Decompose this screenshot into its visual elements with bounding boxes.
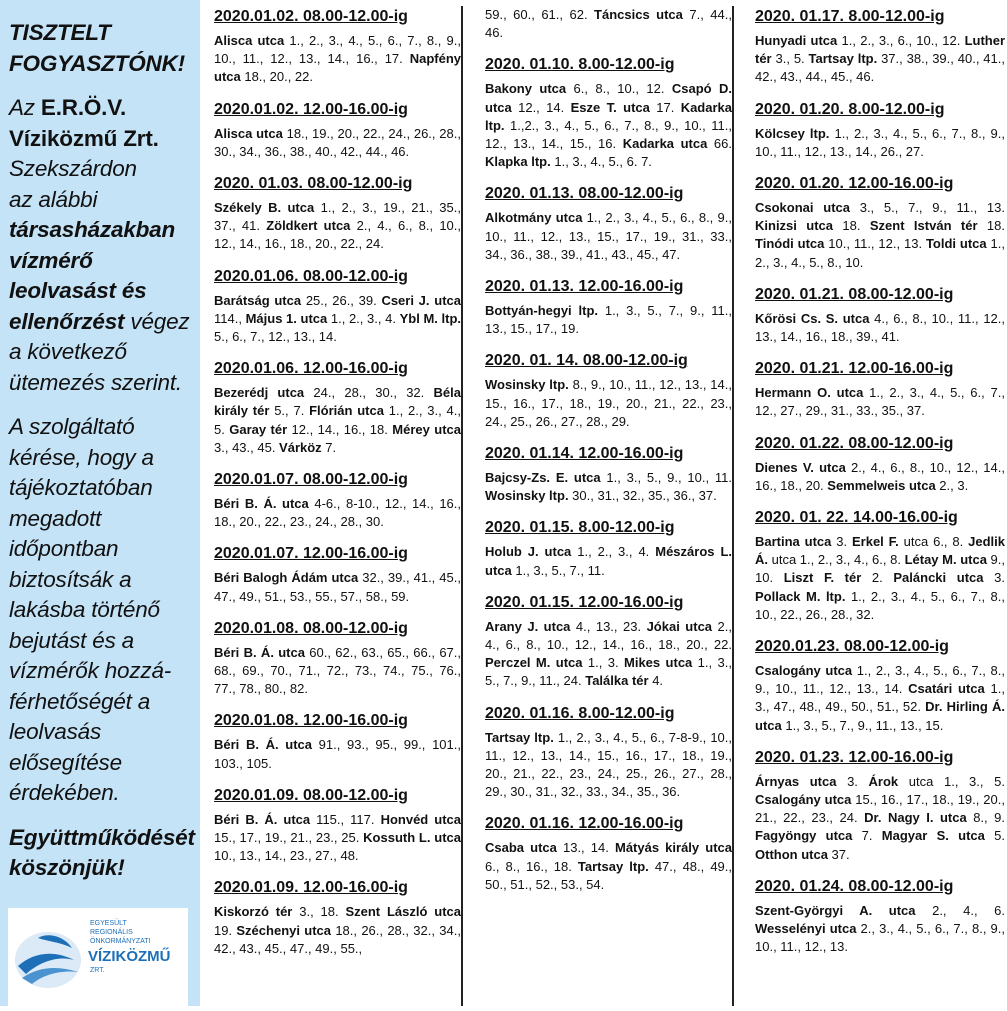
street-name: Hermann O. utca (755, 385, 864, 401)
street-name: Csalogány utca (755, 663, 853, 679)
schedule-addresses (755, 902, 1005, 957)
company-name-2: Víziközmű Zrt. (9, 125, 159, 151)
house-numbers: 15., 17., 19., 21., 23., 25. (214, 830, 364, 846)
street-name: Kőrösi Cs. S. utca (755, 310, 870, 326)
schedule-date-time: 2020.01.07. 08.00-12.00-ig (214, 471, 408, 489)
street-name: Várköz (279, 439, 322, 455)
intro-b: Szekszárdon (9, 156, 137, 181)
request-line: időpontban (9, 536, 119, 561)
street-name: Fagyöngy utca (755, 828, 853, 844)
house-numbers: 18. (977, 218, 1005, 234)
street-name: Széchenyi utca (236, 922, 332, 938)
house-numbers: utca 1., 3., 5. (898, 773, 1005, 789)
schedule-column-1 (214, 6, 463, 1006)
intro-g2: végez (124, 308, 190, 334)
street-name: Perczel M. utca (485, 655, 583, 671)
street-name: Béri B. Á. utca (214, 644, 305, 660)
street-name: Kossuth L. utca (363, 830, 461, 846)
street-name: Toldi utca (925, 236, 987, 252)
house-numbers: 37. (827, 846, 850, 862)
street-name: Bajcsy-Zs. E. utca (485, 470, 601, 486)
street-name: Kinizsi utca (755, 218, 834, 234)
schedule-entry (755, 358, 1005, 420)
schedule-entry (214, 710, 461, 772)
street-name: Kiskorzó tér (214, 904, 293, 920)
house-numbers: 18., 26., 28., 32., 34., 42., 43., 45., 47., 49., 55., (214, 922, 461, 956)
house-numbers: 18., 20., 22. (240, 69, 314, 85)
company-name: E.R.Ö.V. (40, 95, 127, 120)
house-numbers: 2., 4., 6., 8., 10., 12., 14., 16., 18., 20. (755, 459, 1005, 493)
house-numbers: 59., 60., 61., 62. (485, 7, 595, 22)
house-numbers: 1., 2., 3., 4. (327, 310, 400, 326)
house-numbers: 32., 39., 41., 45., 47., 49., 51., 53., 55., 57., 58., 59. (214, 570, 461, 604)
schedule-addresses (755, 384, 1005, 420)
schedule-date-time: 2020.01.08. 12.00-16.00-ig (214, 712, 408, 730)
greeting (9, 18, 192, 79)
street-name: Luther tér (755, 33, 1005, 67)
house-numbers: 3., 18. (292, 904, 346, 920)
house-numbers: 1., 2., 3., 19., 21., 35., 37., 41. (214, 200, 461, 234)
schedule-entry (214, 543, 461, 605)
schedule-date-time: 2020. 01.16. 12.00-16.00-ig (485, 815, 684, 833)
schedule-addresses (485, 376, 732, 431)
street-name: Pollack M. ltp. (755, 588, 846, 604)
street-name: Klapka ltp. (485, 154, 551, 170)
request-paragraph (9, 412, 192, 809)
request-line: érdekében. (9, 780, 120, 805)
schedule-entry (485, 813, 732, 894)
request-line: vízmérők hozzá- (9, 658, 172, 683)
house-numbers: 5., 6., 7., 12., 13., 14. (214, 329, 337, 345)
house-numbers: 7. (321, 439, 337, 455)
schedule-entry (485, 443, 732, 505)
house-numbers: 18. (833, 218, 870, 234)
house-numbers: 66. (707, 136, 732, 152)
request-line: férhetőségét a (9, 688, 151, 714)
request-line: kérése, hogy a (9, 444, 154, 470)
street-name: Bottyán-hegyi ltp. (485, 303, 598, 319)
house-numbers: 114., (214, 310, 246, 326)
schedule-date-time: 2020. 01.10. 8.00-12.00-ig (485, 56, 675, 74)
house-numbers: 6., 8., 10., 12. (566, 81, 672, 97)
street-name: Ybl M. ltp. (399, 310, 462, 326)
schedule-entry (755, 876, 1005, 957)
street-name: Dienes V. utca (755, 459, 846, 475)
schedule-date-time: 2020.01.02. 08.00-12.00-ig (214, 8, 408, 25)
schedule-entry (214, 358, 461, 457)
schedule-addresses (755, 125, 1005, 161)
house-numbers: 2., 4., 6., 8., 10., 12., 14., 16., 18., 20., 22. (485, 618, 732, 653)
schedule-entry (485, 276, 732, 338)
schedule-addresses (485, 618, 732, 691)
street-name: Hunyadi utca (755, 33, 838, 48)
house-numbers: 5. (984, 828, 1005, 844)
schedule-entry (214, 173, 461, 254)
house-numbers: 4-6., 8-10., 12., 14., 16., 18., 20., 22., 23., 24., 28., 30. (214, 496, 461, 530)
street-name: Wosinsky ltp. (485, 488, 569, 504)
street-name: Alkotmány utca (485, 210, 583, 226)
street-name: Béri Balogh Ádám utca (214, 570, 359, 586)
house-numbers: 1., 2., 3., 4., 5., 8., 10. (755, 236, 1005, 270)
house-numbers: 2., 4., 6. (915, 902, 1005, 918)
street-name: Bakony utca (485, 81, 567, 97)
house-numbers: 1., 2., 3., 4., 5., 6., 7., 12., 27., 29., 31., 33., 35., 37. (755, 385, 1005, 419)
street-name: Tartsay ltp. (808, 51, 878, 67)
schedule-date-time: 2020. 01.15. 12.00-16.00-ig (485, 593, 684, 611)
house-numbers: 1., 3., 5., 7., 9., 11., 13., 15. (781, 717, 944, 733)
intro-a: Az (9, 95, 41, 120)
schedule-addresses (755, 773, 1005, 864)
house-numbers: 7. (852, 828, 882, 844)
house-numbers: 3., 5. (771, 51, 809, 67)
schedule-entry (485, 183, 732, 264)
street-name: Árnyas utca (755, 773, 837, 789)
street-name: Magyar S. utca (881, 828, 985, 844)
schedule-entry (214, 6, 461, 87)
street-name: Semmelweis utca (827, 477, 936, 493)
schedule-date-time: 2020. 01.16. 8.00-12.00-ig (485, 704, 675, 722)
schedule-entry (214, 99, 461, 161)
schedule-addresses (755, 459, 1005, 495)
street-name: Béla király tér (214, 385, 461, 419)
continued-entry (485, 6, 732, 42)
schedule-addresses (485, 209, 732, 264)
house-numbers: 4., 6., 8., 10., 11., 12., 13., 14., 16., 18., 39., 41. (755, 310, 1005, 345)
thanks-line-1: Együttműködését (9, 824, 195, 850)
schedule-addresses (485, 80, 732, 171)
street-name: Táncsics utca (594, 7, 683, 22)
street-name: Flórián utca (309, 403, 384, 419)
schedule-addresses (755, 533, 1005, 624)
street-name: Béri B. Á. utca (214, 496, 309, 512)
request-line: elősegítése (9, 749, 122, 775)
house-numbers: 1., 2., 3., 4., 5., 6., 7., 8., 10., 22., 26., 28., 32. (755, 588, 1005, 622)
street-name: Jókai utca (646, 618, 713, 634)
street-name: Dr. Nagy I. utca (864, 810, 967, 826)
house-numbers: 15., 16., 17., 18., 19., 20., 21., 22., 23., 24. (755, 792, 1005, 826)
street-name: Székely B. utca (214, 200, 315, 216)
street-name: Szent László utca (345, 904, 461, 920)
street-name: Szent István tér (869, 218, 978, 234)
request-line: tájékoztatóban (9, 475, 153, 500)
request-line: biztosítsák a (9, 566, 132, 592)
street-name: Barátság utca (214, 292, 302, 308)
schedule-addresses (485, 729, 732, 802)
street-name: Kölcsey ltp. (755, 125, 830, 141)
vizikozmu-logo (8, 908, 188, 1006)
street-name: Tartsay ltp. (577, 858, 649, 874)
schedule-addresses (214, 569, 461, 605)
house-numbers: 5., 7. (269, 403, 310, 419)
schedule-addresses (214, 495, 461, 531)
schedule-addresses (214, 125, 461, 161)
house-numbers: 30., 31., 32., 35., 36., 37. (568, 488, 717, 504)
house-numbers: 10., 11., 12., 13. (824, 236, 926, 252)
house-numbers: 4. (648, 673, 664, 689)
request-line: bejutást és a (9, 627, 134, 653)
house-numbers: 6., 8., 16., 18. (485, 858, 578, 874)
street-name: Cseri J. utca (381, 292, 461, 308)
street-name: Találka tér (585, 673, 649, 689)
schedule-date-time: 2020.01.02. 12.00-16.00-ig (214, 100, 408, 118)
street-name: Wosinsky ltp. (485, 377, 569, 393)
logo-brand: VÍZIKÖZMŰ (88, 948, 171, 965)
schedule-entry (755, 284, 1005, 346)
house-numbers: 9., 10. (755, 552, 1005, 586)
house-numbers: 17. (649, 99, 681, 115)
schedule-date-time: 2020.01.06. 12.00-16.00-ig (214, 360, 408, 378)
intro-c: az alábbi (9, 186, 98, 212)
street-name: Jedlik Á. (755, 534, 1005, 568)
schedule-date-time: 2020. 01.15. 8.00-12.00-ig (485, 519, 675, 537)
street-name: Csapó D. utca (485, 81, 732, 115)
schedule-entry (755, 173, 1005, 272)
schedule-addresses (214, 32, 461, 87)
schedule-date-time: 2020. 01.13. 08.00-12.00-ig (485, 185, 684, 203)
request-line: leolvasás (9, 719, 102, 744)
street-name: Mérey utca (392, 421, 461, 437)
schedule-date-time: 2020. 01.24. 08.00-12.00-ig (755, 877, 954, 895)
schedule-date-time: 2020. 01.03. 08.00-12.00-ig (214, 175, 413, 193)
house-numbers: 4., 13., 23. (570, 618, 647, 634)
schedule-addresses (214, 903, 461, 958)
street-name: Tartsay ltp. (485, 729, 554, 745)
house-numbers: 1., 2., 3., 4., 5., 6., 7., 8., 9., 10., 11., 12., 13., 14., 26., 27. (755, 125, 1005, 159)
house-numbers: 1., 2., 3., 4., 5. (214, 403, 462, 437)
schedule-entry (485, 592, 732, 691)
schedule-entry (485, 350, 732, 431)
schedule-entry (214, 785, 461, 866)
house-numbers: 13., 14. (556, 840, 615, 856)
schedule-date-time: 2020.01.09. 12.00-16.00-ig (214, 879, 408, 897)
schedule-date-time: 2020. 01. 22. 14.00-16.00-ig (755, 509, 958, 527)
house-numbers: 3., 5., 7., 9., 11., 13. (849, 200, 1005, 216)
house-numbers: 1., 3., 5., 9., 10., 11. (600, 470, 732, 486)
schedule-addresses (485, 469, 732, 505)
schedule-entry (485, 703, 732, 802)
street-name: Kadarka utca (622, 136, 708, 152)
thanks (9, 823, 195, 884)
intro-e: vízmérő (9, 247, 93, 273)
street-name: Kadarka ltp. (485, 99, 732, 133)
sidebar-notice (0, 0, 200, 1006)
request-line: lakásba történő (9, 597, 160, 622)
street-name: Tinódi utca (755, 236, 825, 252)
greeting-line-2: FOGYASZTÓNK! (9, 50, 185, 76)
house-numbers: 12., 14., 16., 18. (287, 421, 393, 437)
request-line: A szolgáltató (9, 414, 135, 439)
schedule-addresses (214, 199, 461, 254)
schedule-date-time: 2020. 01.17. 8.00-12.00-ig (755, 8, 945, 25)
house-numbers: 3., 43., 45. (214, 439, 280, 455)
intro-h: a következő (9, 339, 127, 364)
house-numbers: 12., 14. (511, 99, 571, 115)
schedule-entry (755, 6, 1005, 87)
schedule-entry (755, 433, 1005, 495)
house-numbers: 115., 117. (310, 811, 381, 827)
schedule-entry (485, 54, 732, 171)
street-name: Csalogány utca (755, 792, 852, 808)
house-numbers: 1., 2., 3., 4. (571, 544, 656, 560)
house-numbers: 8., 9., 10., 11., 12., 13., 14., 15., 16., 17., 18., 19., 20., 21., 22., 23., 24., 25., 26., 27., 28., 29. (485, 377, 732, 429)
house-numbers: 1., 2., 3., 4., 5., 6., 7., 8., 9., 10., 11., 12., 13., 14. (755, 663, 1005, 697)
schedule-entry (214, 618, 461, 699)
intro-paragraph (9, 93, 192, 398)
house-numbers: 2., 3., 4., 5., 6., 7., 8., 9., 10., 11., 12., 13. (755, 921, 1005, 955)
house-numbers: 18., 19., 20., 22., 24., 26., 28., 30., 34., 36., 38., 40., 42., 44., 46. (214, 125, 461, 159)
schedule-entry (214, 266, 461, 347)
street-name: Béri B. Á. utca (214, 811, 311, 827)
house-numbers: utca 6., 8. (898, 534, 969, 550)
thanks-line-2: köszönjük! (9, 855, 125, 880)
street-name: Arany J. utca (485, 618, 571, 634)
house-numbers: 24., 28., 30., 32. (304, 385, 434, 401)
street-name: Honvéd utca (380, 811, 462, 827)
house-numbers: 1., 2., 3., 4., 5., 6., 7-8-9., 10., 11., 12., 13., 14., 15., 16., 17., 18., 19., 20., 21., 22., 23., 24., 25., 26., 27., 28., 29., 30., 31., 32., 33., 34., 35., 36. (485, 729, 733, 800)
house-numbers: 1., 2., 3., 4., 5., 6., 7., 8., 9., 10., 11., 12., 13., 14., 16., 17. (214, 33, 461, 67)
street-name: Dr. Hirling Á. utca (755, 699, 1005, 733)
house-numbers: 1., 3., 5., 7., 9., 11., 13., 15., 17., 19. (485, 303, 732, 337)
schedule-addresses (214, 736, 461, 772)
house-numbers: 37., 38., 39., 40., 41., 42., 43., 44., 45., 46. (755, 51, 1005, 85)
street-name: Napfény utca (214, 51, 461, 85)
schedule-date-time: 2020.01.23. 08.00-12.00-ig (755, 638, 949, 656)
schedule-addresses (755, 32, 1005, 87)
intro-g1: ellenőrzést (9, 308, 125, 334)
house-numbers: 3. (836, 773, 869, 789)
schedule-date-time: 2020.01.07. 12.00-16.00-ig (214, 545, 408, 563)
schedule-date-time: 2020. 01.14. 12.00-16.00-ig (485, 445, 684, 463)
street-name: Csatári utca (908, 681, 985, 697)
house-numbers: 7., 44., 46. (485, 7, 732, 41)
house-numbers: 1.,2., 3., 4., 5., 6., 7., 8., 9., 10., 11., 12., 13., 14., 15., 16. (485, 117, 732, 152)
house-numbers: 1., 2., 3., 6., 10., 12. (837, 33, 965, 48)
schedule-entry (214, 469, 461, 531)
intro-d: társasházakban (9, 217, 176, 242)
house-numbers: 2. (861, 570, 894, 586)
schedule-addresses (485, 839, 732, 894)
greeting-line-1: TISZTELT (9, 20, 111, 45)
logo-line-2: REGIONÁLIS (90, 929, 133, 936)
schedule-addresses (485, 543, 732, 579)
street-name: Esze T. utca (570, 99, 650, 115)
schedule-date-time: 2020. 01.21. 12.00-16.00-ig (755, 360, 954, 378)
schedule-addresses (755, 199, 1005, 272)
street-name: Mikes utca (624, 655, 693, 671)
house-numbers: 1., 2., 3., 4., 5., 6., 8., 9., 10., 11., 12., 13., 15., 17., 19., 31., 33., 34., 36., 38., 39., 41., 43., 45., 47. (485, 210, 732, 262)
house-numbers: 1., 3., 47., 48., 49., 50., 51., 52. (755, 681, 1005, 715)
house-numbers: 91., 93., 95., 99., 101., 103., 105. (214, 737, 461, 771)
house-numbers: 10., 13., 14., 23., 27., 48. (214, 848, 359, 864)
schedule-addresses (755, 662, 1005, 735)
street-name: Mészáros L. utca (485, 544, 732, 578)
street-name: Létay M. utca (904, 552, 987, 568)
schedule-entry (214, 877, 461, 958)
house-numbers: 3. (831, 534, 852, 550)
street-name: Csaba utca (485, 840, 557, 856)
house-numbers: 19. (214, 922, 237, 938)
street-name: Alisca utca (214, 125, 283, 141)
schedule-date-time: 2020. 01.21. 08.00-12.00-ig (755, 285, 954, 303)
street-name: Bezerédj utca (214, 385, 305, 401)
street-name: Alisca utca (214, 33, 285, 48)
logo-suffix: ZRT. (90, 967, 105, 974)
house-numbers: 1., 3., 4., 5., 6. 7. (550, 154, 652, 170)
schedule-date-time: 2020. 01.22. 08.00-12.00-ig (755, 434, 954, 452)
schedule-entry (485, 517, 732, 579)
schedule-date-time: 2020. 01. 14. 08.00-12.00-ig (485, 352, 688, 370)
street-name: Erkel F. (851, 534, 899, 550)
schedule-entry (755, 507, 1005, 624)
schedule-addresses (214, 384, 461, 457)
street-name: Garay tér (229, 421, 288, 437)
schedule-date-time: 2020. 01.23. 12.00-16.00-ig (755, 748, 954, 766)
schedule-date-time: 2020. 01.13. 12.00-16.00-ig (485, 278, 684, 296)
street-name: Mátyás király utca (614, 840, 732, 856)
street-name: Liszt F. tér (783, 570, 862, 586)
logo-line-3: ÖNKORMÁNYZATI (90, 938, 151, 945)
house-numbers: 60., 62., 63., 65., 66., 67., 68., 69., 70., 71., 72., 73., 74., 75., 76., 77., 78., 80., 82. (214, 644, 461, 697)
street-name: Csokonai utca (755, 200, 850, 216)
street-name: Szent-Györgyi A. utca (755, 902, 916, 918)
house-numbers: 47., 48., 49., 50., 51., 52., 53., 54. (485, 858, 732, 892)
schedule-date-time: 2020. 01.20. 8.00-12.00-ig (755, 100, 945, 118)
schedule-column-3 (755, 6, 1005, 1006)
schedule-date-time: 2020.01.08. 08.00-12.00-ig (214, 619, 408, 637)
schedule-date-time: 2020. 01.20. 12.00-16.00-ig (755, 175, 954, 193)
house-numbers: utca 1., 2., 3., 4., 6., 8. (768, 552, 905, 568)
street-name: Paláncki utca (893, 570, 984, 586)
house-numbers: 1., 3. (582, 655, 625, 671)
house-numbers: 8., 9. (966, 810, 1005, 826)
request-line: megadott (9, 505, 102, 531)
house-numbers: 25., 26., 39. (301, 292, 382, 308)
house-numbers: 2., 3. (935, 477, 969, 493)
schedule-addresses (214, 292, 461, 347)
schedule-addresses (214, 811, 461, 866)
street-name: Május 1. utca (245, 310, 328, 326)
intro-f: leolvasást és (9, 278, 147, 303)
house-numbers: 2., 4., 6., 8., 10., 12., 14., 16., 18., 20., 22., 24. (214, 218, 461, 252)
schedule-addresses (485, 302, 732, 338)
street-name: Árok (868, 773, 899, 789)
logo-line-1: EGYESÜLT (90, 920, 127, 927)
house-numbers: 3. (983, 570, 1005, 586)
schedule-addresses (214, 644, 461, 699)
street-name: Wesselényi utca (755, 921, 857, 937)
schedule-column-2 (485, 6, 734, 1006)
street-name: Otthon utca (755, 846, 828, 862)
street-name: Bartina utca (755, 534, 832, 550)
intro-i: ütemezés szerint. (9, 369, 182, 395)
street-name: Zöldkert utca (266, 218, 351, 234)
schedule-date-time: 2020.01.09. 08.00-12.00-ig (214, 786, 408, 804)
house-numbers: 1., 3., 5., 7., 9., 11., 24. (485, 655, 732, 689)
schedule-addresses (755, 310, 1005, 346)
schedule-entry (755, 747, 1005, 864)
house-numbers: 1., 3., 5., 7., 11. (511, 562, 605, 578)
street-name: Holub J. utca (485, 544, 572, 560)
schedule-date-time: 2020.01.06. 08.00-12.00-ig (214, 267, 408, 285)
schedule-entry (755, 636, 1005, 735)
street-name: Béri B. Á. utca (214, 737, 313, 753)
schedule-entry (755, 99, 1005, 161)
